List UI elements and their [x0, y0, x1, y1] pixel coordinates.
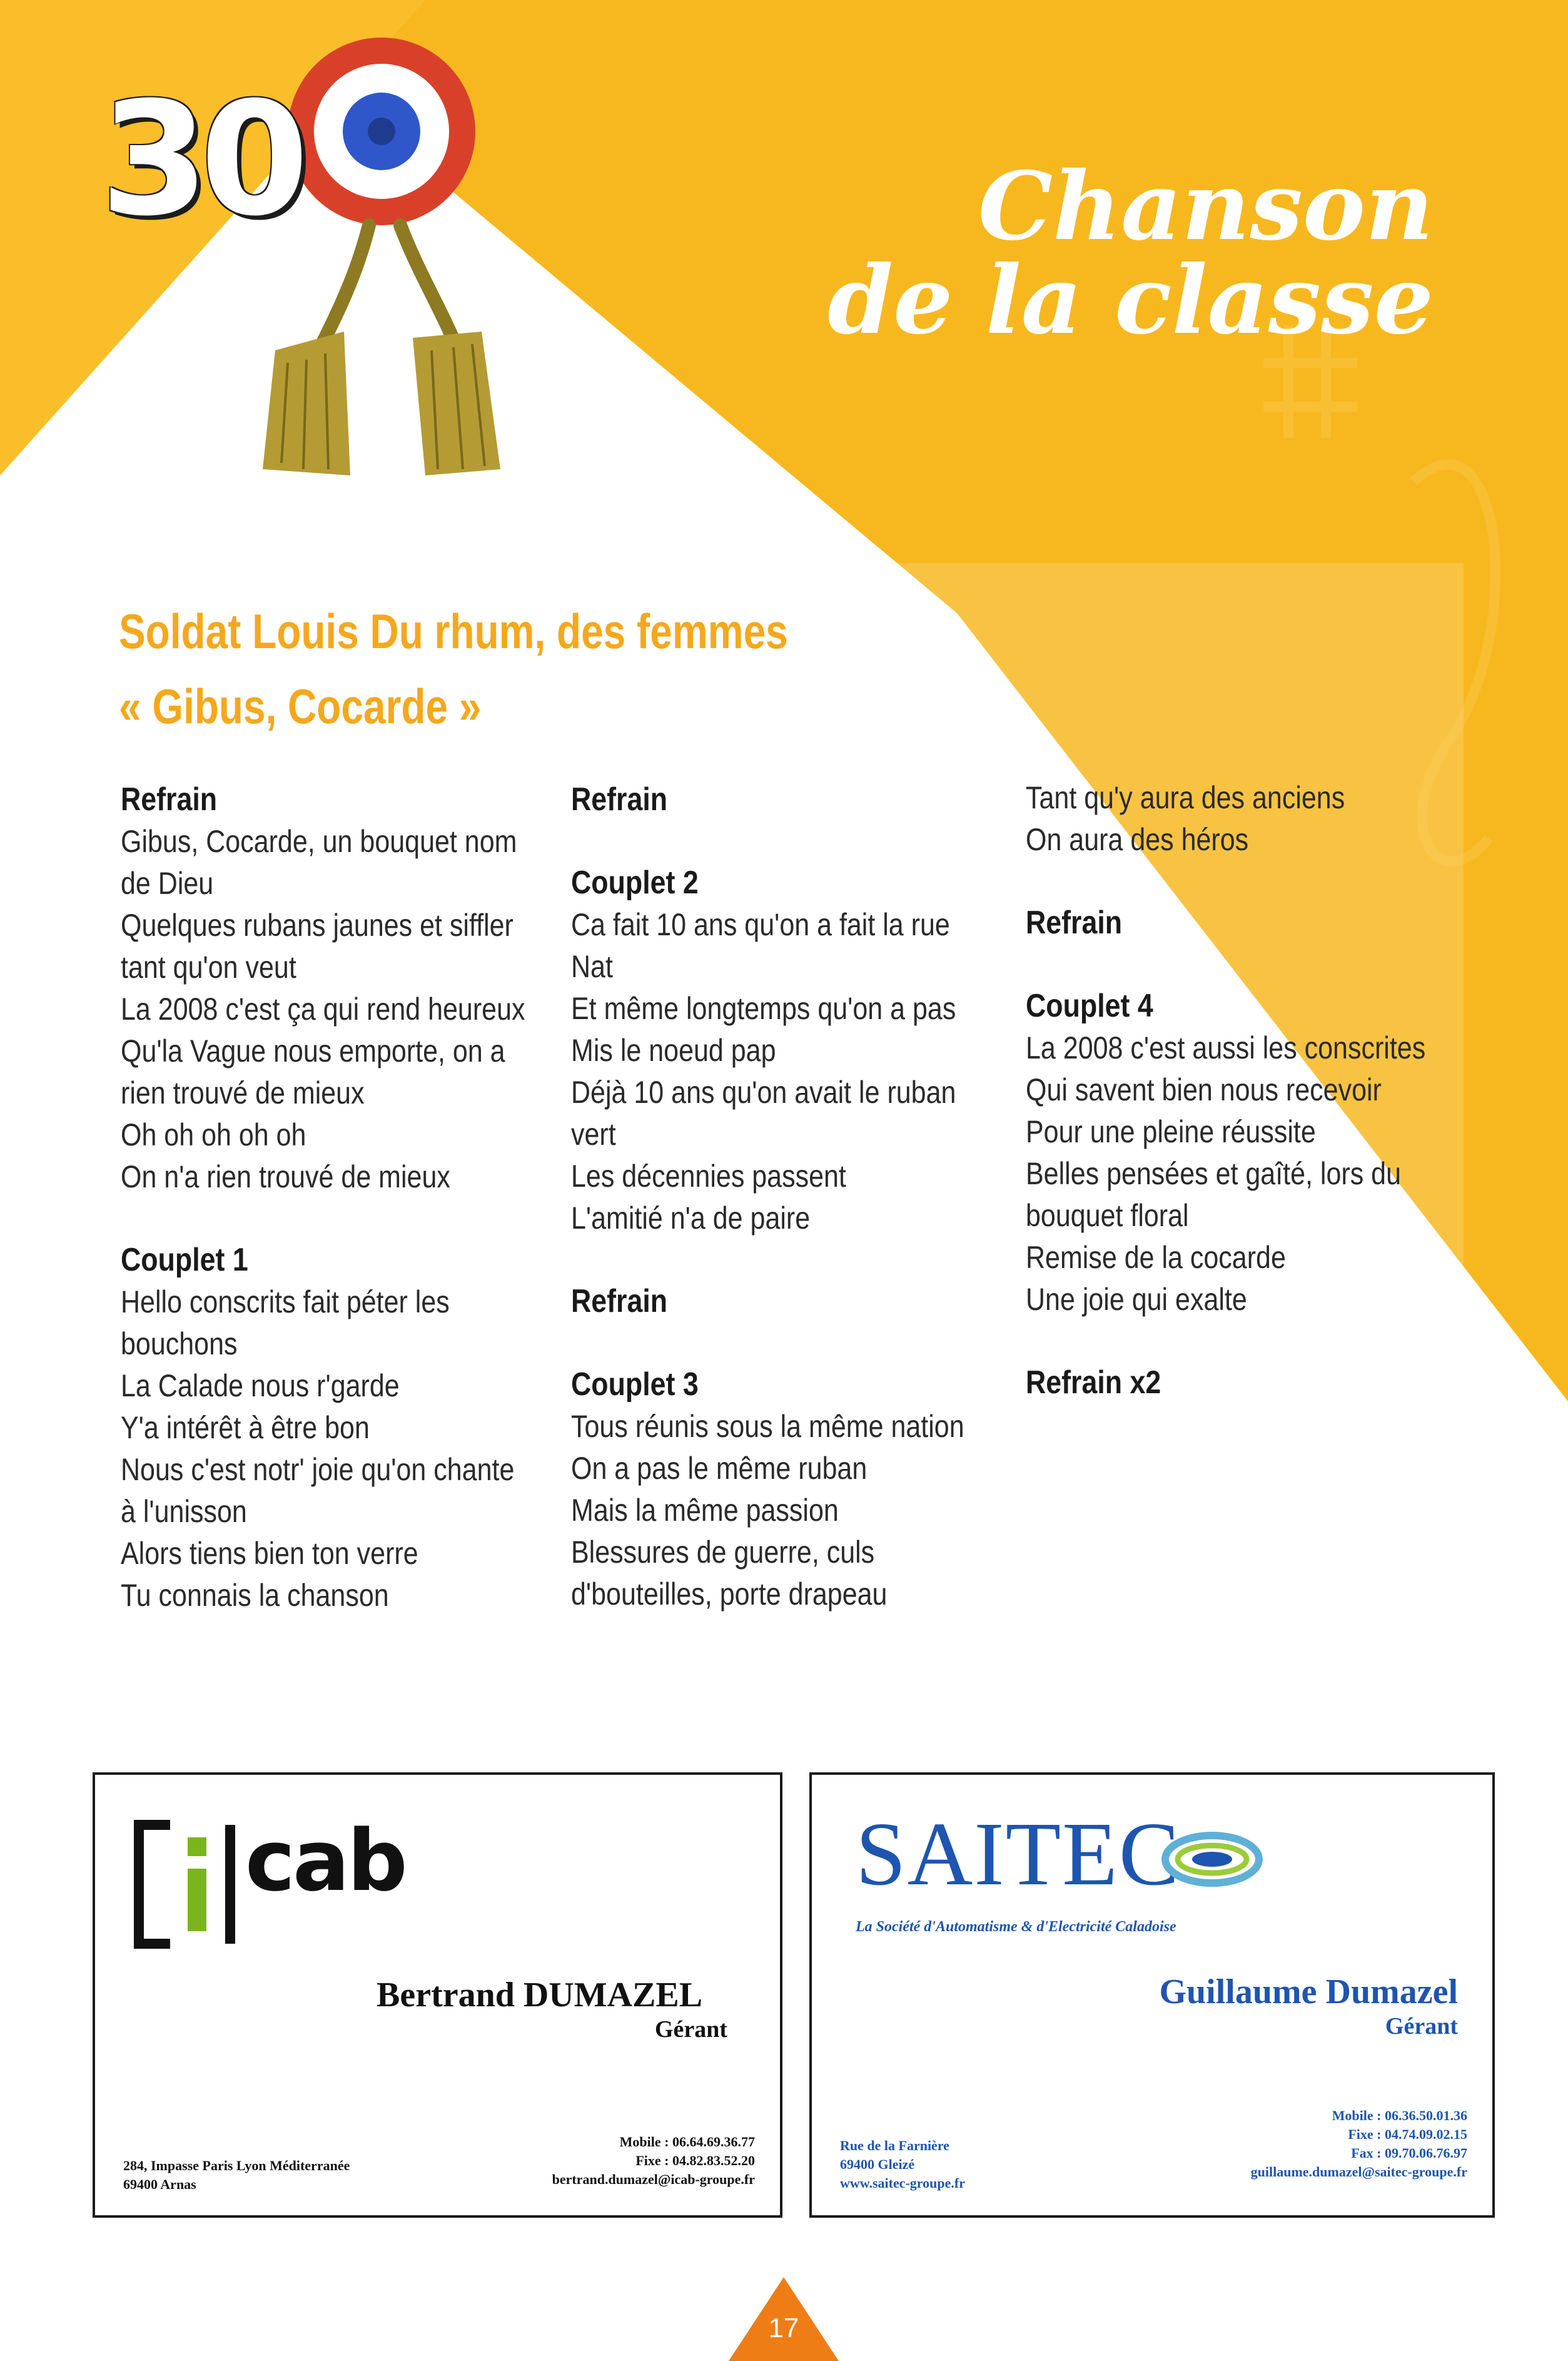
refrain-heading: Refrain: [571, 1283, 668, 1319]
footer-page-number: 17: [768, 2313, 799, 2343]
lyric-line: Qu'la Vague nous emporte, on a: [121, 1033, 505, 1069]
address-line2: 69400 Arnas: [123, 2176, 196, 2192]
lyric-line: On n'a rien trouvé de mieux: [121, 1159, 450, 1194]
lyric-line: Remise de la cocarde: [1026, 1240, 1286, 1275]
lyric-line: Qui savent bien nous recevoir: [1026, 1072, 1382, 1107]
lyric-line: vert: [571, 1117, 616, 1152]
lyric-line: tant qu'on veut: [121, 950, 296, 985]
couplet-2-heading: Couplet 2: [571, 865, 699, 901]
lyric-line: Hello conscrits fait péter les: [121, 1284, 450, 1319]
lyric-line: Une joie qui exalte: [1026, 1282, 1247, 1317]
lyric-line: La 2008 c'est ça qui rend heureux: [121, 992, 525, 1027]
saitec-logo-text: SAITEC: [856, 1804, 1181, 1904]
saitec-business-card: [809, 1772, 1495, 2218]
contact-name: Bertrand DUMAZEL: [377, 1976, 703, 2014]
lyric-line: bouquet floral: [1026, 1198, 1189, 1233]
saitec-tagline: La Société d'Automatisme & d'Electricité Caladoise: [856, 1919, 1176, 1935]
contact-name: Guillaume Dumazel: [1159, 1973, 1458, 2011]
lyric-line: de Dieu: [121, 866, 214, 901]
lyric-line: Y'a intérêt à être bon: [121, 1410, 370, 1445]
fax-number: Fax : 09.70.06.76.97: [1351, 2145, 1467, 2161]
lyric-line: Blessures de guerre, culs: [571, 1535, 875, 1570]
fixe-number: Fixe : 04.82.83.52.20: [635, 2153, 755, 2168]
song-title-line2: « Gibus, Cocarde »: [119, 679, 482, 734]
email-link[interactable]: bertrand.dumazel@icab-groupe.fr: [552, 2171, 755, 2187]
couplet-4-heading: Couplet 4: [1026, 988, 1153, 1024]
contact-role: Gérant: [655, 2016, 728, 2043]
lyric-line: rien trouvé de mieux: [121, 1075, 365, 1110]
refrain-heading: Refrain: [1026, 905, 1123, 941]
lyric-line: Tu connais la chanson: [121, 1578, 389, 1613]
lyric-line: Pour une pleine réussite: [1026, 1114, 1316, 1149]
lyric-line: La 2008 c'est aussi les conscrites: [1026, 1030, 1426, 1065]
lyric-line: Mis le noeud pap: [571, 1033, 776, 1068]
couplet-1-heading: Couplet 1: [121, 1242, 248, 1278]
couplet-3-heading: Couplet 3: [571, 1366, 699, 1403]
lyric-line: Mais la même passion: [571, 1493, 839, 1528]
fixe-number: Fixe : 04.74.09.02.15: [1348, 2126, 1467, 2142]
lyric-line: à l'unisson: [121, 1494, 247, 1529]
mobile-number: Mobile : 06.36.50.01.36: [1332, 2108, 1467, 2123]
lyric-line: Quelques rubans jaunes et siffler: [121, 908, 513, 943]
website-link[interactable]: www.saitec-groupe.fr: [840, 2175, 965, 2191]
lyric-line: d'bouteilles, porte drapeau: [571, 1577, 888, 1612]
address-line1: 284, Impasse Paris Lyon Méditerranée: [123, 2158, 350, 2173]
lyric-line: Ca fait 10 ans qu'on a fait la rue: [571, 907, 950, 942]
lyric-line: Tous réunis sous la même nation: [571, 1409, 964, 1444]
lyrics-column-2: [571, 779, 1021, 1615]
lyric-line: Tant qu'y aura des anciens: [1026, 780, 1345, 815]
song-title-line1: Soldat Louis Du rhum, des femmes: [119, 604, 788, 659]
lyric-line: On aura des héros: [1026, 822, 1249, 857]
address-line1: Rue de la Farnière: [840, 2138, 949, 2153]
lyrics-column-3: [1026, 777, 1476, 1404]
lyric-line: Les décennies passent: [571, 1159, 846, 1194]
email-link[interactable]: guillaume.dumazel@saitec-groupe.fr: [1250, 2164, 1467, 2180]
final-refrain-heading: Refrain x2: [1026, 1364, 1161, 1401]
contact-role: Gérant: [1385, 2013, 1458, 2039]
page-number-badge: 30: [100, 68, 300, 250]
section-title-line2: de la classe: [827, 245, 1434, 355]
refrain-heading: Refrain: [121, 781, 218, 818]
refrain-heading: Refrain: [571, 781, 668, 818]
icab-business-card: [93, 1772, 782, 2218]
lyric-line: Alors tiens bien ton verre: [121, 1536, 418, 1571]
section-title-line1: Chanson: [978, 151, 1434, 261]
lyric-line: La Calade nous r'garde: [121, 1368, 400, 1403]
lyric-line: On a pas le même ruban: [571, 1451, 867, 1486]
lyric-line: Et même longtemps qu'on a pas: [571, 991, 956, 1026]
lyric-line: Oh oh oh oh oh: [121, 1117, 306, 1152]
mobile-number: Mobile : 06.64.69.36.77: [619, 2134, 755, 2150]
lyric-line: Gibus, Cocarde, un bouquet nom: [121, 824, 517, 859]
saitec-swirl-icon: [1159, 1812, 1265, 1906]
icab-logo-text: cab: [245, 1812, 405, 1910]
lyric-line: bouchons: [121, 1326, 238, 1361]
lyric-line: Déjà 10 ans qu'on avait le ruban: [571, 1075, 956, 1110]
lyric-line: Nat: [571, 949, 613, 984]
lyric-line: L'amitié n'a de paire: [571, 1201, 811, 1236]
lyric-line: Nous c'est notr' joie qu'on chante: [121, 1452, 515, 1487]
lyric-line: Belles pensées et gaîté, lors du: [1026, 1156, 1401, 1191]
address-line2: 69400 Gleizé: [840, 2156, 915, 2172]
lyrics-column-1: [121, 779, 571, 1617]
